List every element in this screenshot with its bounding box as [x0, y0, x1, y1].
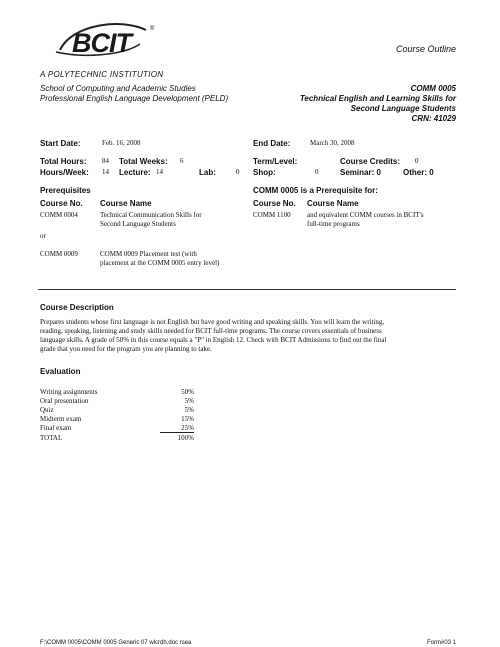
prereq-for-item-1-name-line-2: full-time programs — [307, 220, 360, 228]
eval-total-value: 100% — [177, 434, 194, 442]
shop-value: 0 — [315, 168, 319, 176]
course-description-line-4: grade that you need for the program you are planning to take. — [40, 345, 212, 353]
evaluation-heading: Evaluation — [40, 367, 81, 376]
prereq-for-col-course-name: Course Name — [307, 199, 359, 208]
term-level-label: Term/Level: — [253, 157, 298, 166]
school-name: School of Computing and Academic Studies — [40, 84, 196, 93]
prereq-for-col-course-no: Course No. — [253, 199, 296, 208]
prereq-for-heading: COMM 0005 is a Prerequisite for: — [253, 186, 378, 195]
prereq-item-1-no: COMM 0004 — [40, 211, 78, 219]
course-description-line-1: Prepares students whose first language is not English but have good writing and speaking skills. You will learn the writing, — [40, 318, 385, 326]
logo-registered-mark: ® — [150, 26, 155, 32]
eval-total-label: TOTAL — [40, 434, 63, 442]
eval-item-label: Quiz — [40, 406, 54, 414]
prereq-item-2-no: COMM 0009 — [40, 250, 78, 258]
lab-value: 0 — [236, 168, 240, 176]
end-date-value: March 30, 2008 — [310, 139, 355, 147]
course-description-line-3: language skills. A grade of 50% in this course equals a "P" in English 12. Check with BCIT Admissions to find out the final — [40, 336, 387, 344]
end-date-label: End Date: — [253, 139, 291, 148]
prereq-or: or — [40, 232, 46, 240]
total-weeks-value: 6 — [180, 157, 184, 165]
lab-label: Lab: — [199, 168, 216, 177]
section-divider — [38, 289, 456, 290]
eval-item-label: Oral presentation — [40, 397, 89, 405]
prereq-col-course-no: Course No. — [40, 199, 83, 208]
start-date-value: Feb. 16, 2008 — [102, 139, 141, 147]
course-code: COMM 0005 — [410, 84, 456, 93]
eval-item-label: Midterm exam — [40, 415, 82, 423]
prereq-for-item-1-name-line-1: and equivalent COMM courses in BCIT's — [307, 211, 424, 219]
seminar-label: Seminar: 0 — [340, 168, 381, 177]
tagline: A POLYTECHNIC INSTITUTION — [40, 70, 164, 79]
start-date-label: Start Date: — [40, 139, 81, 148]
total-hours-label: Total Hours: — [40, 157, 87, 166]
bcit-logo — [58, 24, 155, 58]
course-title-line-1: Technical English and Learning Skills for — [299, 94, 456, 103]
prerequisites-heading: Prerequisites — [40, 186, 91, 195]
prereq-item-1-name-line-2: Second Language Students — [100, 220, 176, 228]
course-description-line-2: reading, speaking, listening and study skills needed for BCIT full-time programs. The course covers essentials of business — [40, 327, 382, 335]
program-name: Professional English Language Development (PELD) — [40, 94, 229, 103]
logo-text: BCIT — [72, 28, 131, 58]
eval-item-label: Final exam — [40, 424, 72, 432]
eval-item-value: 5% — [184, 406, 194, 414]
course-description-heading: Course Description — [40, 303, 114, 312]
prereq-item-2-name-line-1: COMM 0009 Placement test (with — [100, 250, 197, 258]
eval-item-label: Writing assignments — [40, 388, 98, 396]
prereq-item-2-name-line-2: placement at the COMM 0005 entry level) — [100, 259, 220, 267]
course-title-line-2: Second Language Students — [350, 104, 456, 113]
total-hours-value: 84 — [102, 157, 109, 165]
other-label: Other: 0 — [403, 168, 434, 177]
hours-week-label: Hours/Week: — [40, 168, 89, 177]
footer-file-path: F:\COMM 0005\COMM 0005 Generic 07 wlcrdh.doc rsea — [40, 640, 192, 646]
prereq-for-item-1-no: COMM 1100 — [253, 211, 291, 219]
prereq-item-1-name-line-1: Technical Communication Skills for — [100, 211, 202, 219]
total-weeks-label: Total Weeks: — [119, 157, 168, 166]
footer-form-page: Form#03 1 — [426, 640, 456, 646]
hours-week-value: 14 — [102, 168, 109, 176]
eval-item-value: 15% — [181, 415, 194, 423]
course-credits-label: Course Credits: — [340, 157, 401, 166]
doc-type: Course Outline — [396, 44, 457, 54]
course-credits-value: 0 — [415, 157, 419, 165]
prereq-col-course-name: Course Name — [100, 199, 152, 208]
lecture-value: 14 — [156, 168, 163, 176]
eval-item-value: 50% — [181, 388, 194, 396]
crn: CRN: 41029 — [411, 114, 456, 123]
shop-label: Shop: — [253, 168, 276, 177]
eval-item-value: 5% — [184, 397, 194, 405]
eval-item-value: 25% — [160, 424, 194, 433]
lecture-label: Lecture: — [119, 168, 151, 177]
